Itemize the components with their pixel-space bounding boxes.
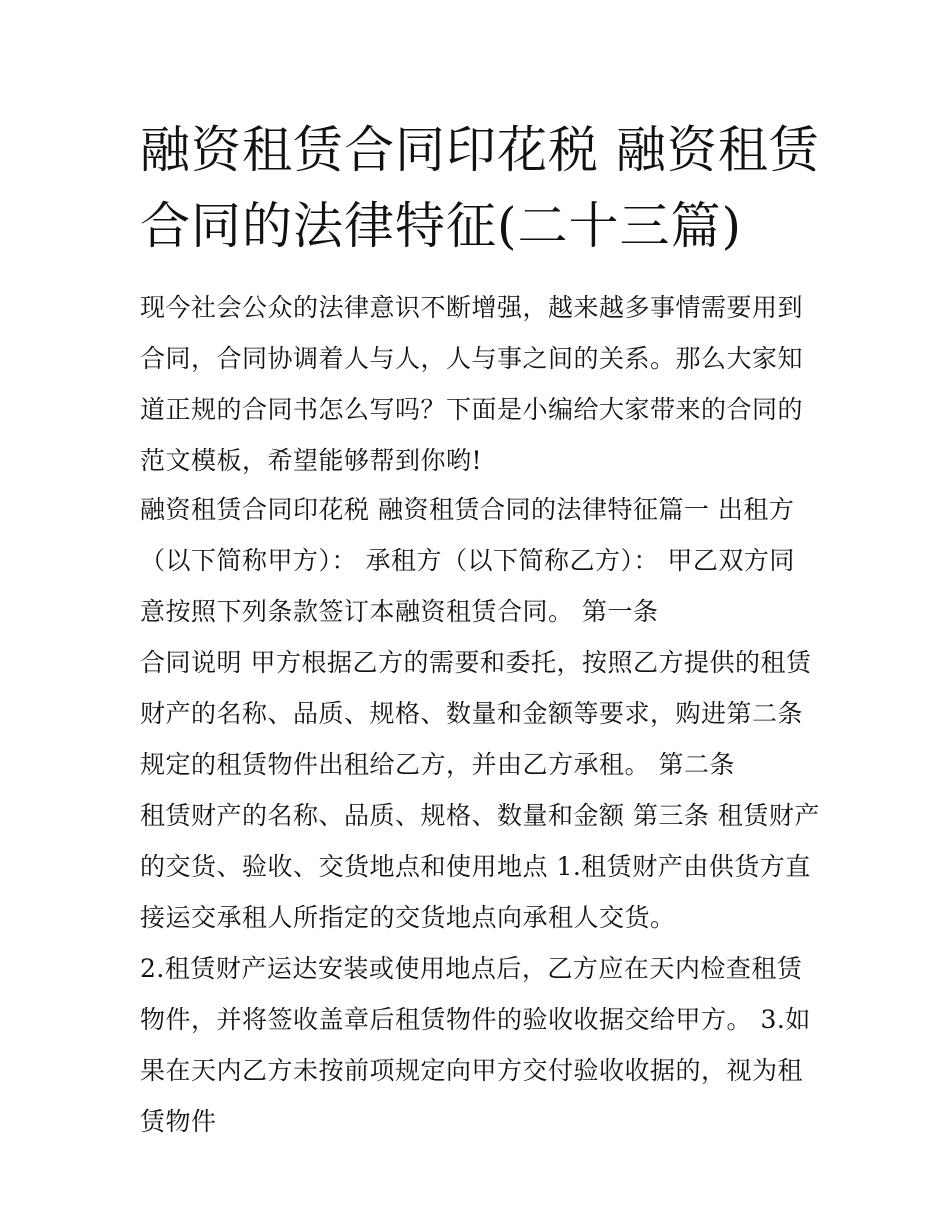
intro-paragraph: 现今社会公众的法律意识不断增强，越来越多事情需要用到合同，合同协调着人与人，人与事之间的关系。那么大家知道正规的合同书怎么写吗？下面是小编给大家带来的合同的范文模板，希望能够帮到你哟! bbox=[140, 293, 804, 475]
leased-property-paragraph: 租赁财产的名称、品质、规格、数量和金额 第三条 租赁财产的交货、验收、交货地点和使用地点 1.租赁财产由供货方直接运交承租人所指定的交货地点向承租人交货。 bbox=[140, 801, 820, 932]
contract-parties-paragraph: 融资租赁合同印花税 融资租赁合同的法律特征篇一 出租方（以下简称甲方）： 承租方（以下简称乙方）： 甲乙双方同意按照下列条款签订本融资租赁合同。 第一条 bbox=[140, 495, 795, 626]
document-title: 融资租赁合同印花税 融资租赁合同的法律特征(二十三篇) bbox=[140, 121, 820, 255]
contract-description-paragraph: 合同说明 甲方根据乙方的需要和委托，按照乙方提供的租赁财产的名称、品质、规格、数量和金额等要求，购进第二条规定的租赁物件出租给乙方，并由乙方承租。 第二条 bbox=[140, 648, 812, 779]
inspection-paragraph: 2.租赁财产运达安装或使用地点后，乙方应在天内检查租赁物件，并将签收盖章后租赁物件的验收收据交给甲方。 3.如果在天内乙方未按前项规定向甲方交付验收收据的，视为租赁物件 bbox=[140, 954, 811, 1136]
